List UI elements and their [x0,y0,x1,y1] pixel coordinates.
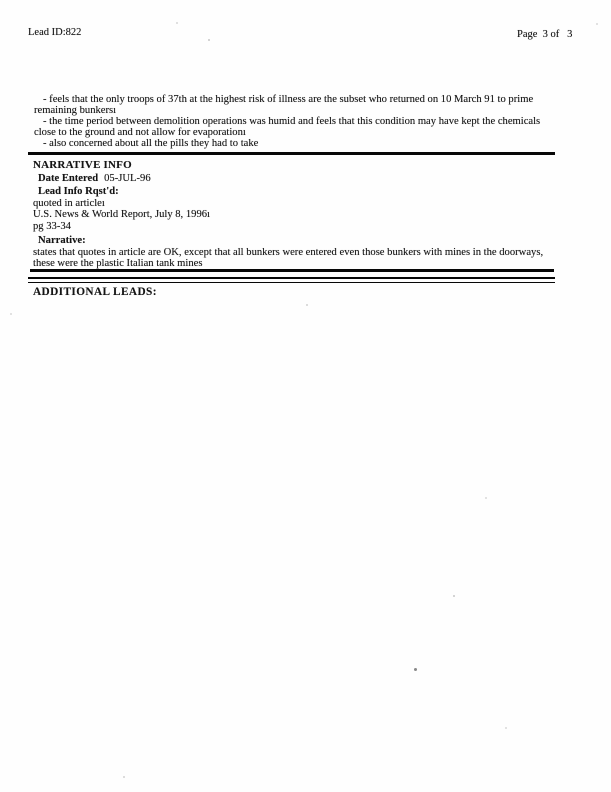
note-line-2-wrap: close to the ground and not allow for evaporationı [34,126,246,138]
lead-info-rqstd-label: Lead Info Rqst'd: [38,186,119,197]
page-number-label: Page 3 of 3 [517,29,573,40]
narrative-info-section [33,159,543,269]
scan-speck [414,668,417,671]
note-line-1-wrap: remaining bunkersı [34,104,117,116]
scan-speck [453,595,455,597]
lead-info-line-1: quoted in articleı [33,197,105,209]
narrative-text-line-1: states that quotes in article are OK, except that all bunkers were entered even those bunkers with mines in the doorways, [33,247,544,258]
comment-notes [34,95,540,150]
note-line-1: - feels that the only troops of 37th at the highest risk of illness are the subset who returned on 10 March 91 to prime [43,94,534,105]
scan-speck [505,727,507,729]
narrative-section-bottom-divider [30,269,554,272]
scan-speck [306,304,308,306]
scan-speck [485,497,487,499]
date-entered-label: Date Entered [38,173,99,184]
lead-info-line-3: pg 33-34 [33,221,71,232]
narrative-text-line-2: these were the plastic Italian tank mines [33,258,203,269]
note-line-2: - the time period between demolition operations was humid and feels that this condition may have kept the chemicals [43,115,541,127]
date-entered-value: 05-JUL-96 [104,173,151,184]
additional-leads-divider-top [28,277,555,279]
narrative-section-top-divider [28,152,555,155]
scan-speck [596,23,598,25]
scan-speck [10,313,12,315]
lead-id-label: Lead ID:822 [28,27,82,38]
additional-leads-heading: ADDITIONAL LEADS: [33,286,157,298]
note-line-3: - also concerned about all the pills they had to take [43,137,259,149]
additional-leads-divider-bottom [28,282,555,284]
narrative-info-heading: NARRATIVE INFO [33,159,132,171]
scan-speck [176,22,178,24]
narrative-label: Narrative: [38,235,86,246]
scan-speck [208,39,210,41]
date-entered-field [33,173,543,186]
scan-speck [123,776,125,778]
lead-info-line-2: U.S. News & World Report, July 8, 1996ı [33,209,210,220]
